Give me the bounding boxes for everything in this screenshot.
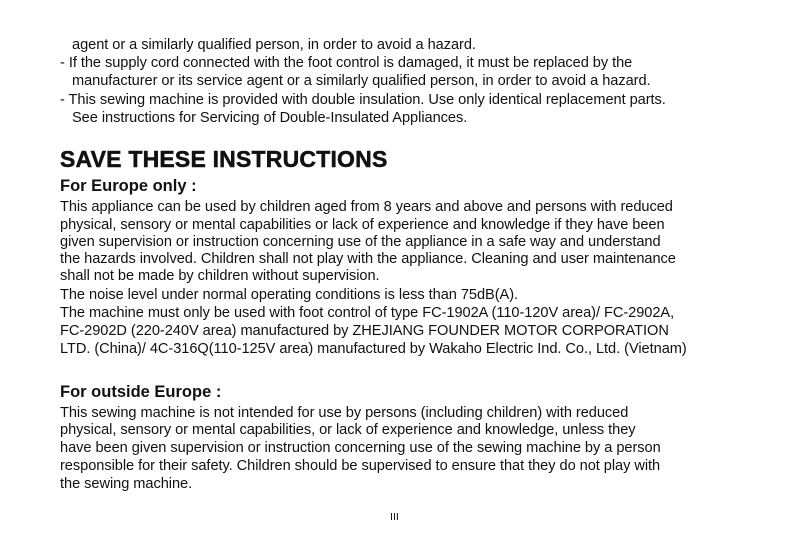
europe-heading: For Europe only : [60,177,197,195]
outside-europe-line: This sewing machine is not intended for use by persons (including children) with reduced [60,405,629,421]
europe-line: shall not be made by children without supervision. [60,268,380,284]
europe-line: FC-2902D (220-240V area) manufactured by ZHEJIANG FOUNDER MOTOR CORPORATION [60,323,669,339]
page-number: III [390,512,399,523]
top-line: - This sewing machine is provided with double insulation. Use only identical replacement parts. [60,92,666,108]
europe-line: physical, sensory or mental capabilities or lack of experience and knowledge if they have been [60,217,665,233]
europe-line: LTD. (China)/ 4C-316Q(110-125V area) manufactured by Wakaho Electric Ind. Co., Ltd. (Vietnam) [60,341,687,357]
europe-line: This appliance can be used by children aged from 8 years and above and persons with reduced [60,199,673,215]
europe-line: The noise level under normal operating conditions is less than 75dB(A). [60,287,519,303]
top-line: - If the supply cord connected with the foot control is damaged, it must be replaced by the [60,55,633,71]
outside-europe-line: responsible for their safety. Children should be supervised to ensure that they do not play with [60,458,661,474]
outside-europe-line: the sewing machine. [60,476,193,492]
save-instructions-heading: SAVE THESE INSTRUCTIONS [60,146,388,172]
top-line: See instructions for Servicing of Double-Insulated Appliances. [72,110,468,126]
outside-europe-heading: For outside Europe : [60,383,222,401]
top-line: manufacturer or its service agent or a similarly qualified person, in order to avoid a hazard. [72,73,651,89]
outside-europe-line: have been given supervision or instruction concerning use of the sewing machine by a person [60,440,661,456]
europe-line: The machine must only be used with foot control of type FC-1902A (110-120V area)/ FC-2902A, [60,305,675,321]
outside-europe-line: physical, sensory or mental capabilities, or lack of experience and knowledge, unless they [60,422,636,438]
top-line: agent or a similarly qualified person, in order to avoid a hazard. [72,37,476,53]
europe-line: given supervision or instruction concerning use of the appliance in a safe way and understand [60,234,661,250]
europe-line: the hazards involved. Children shall not play with the appliance. Cleaning and user maintenance [60,251,676,267]
